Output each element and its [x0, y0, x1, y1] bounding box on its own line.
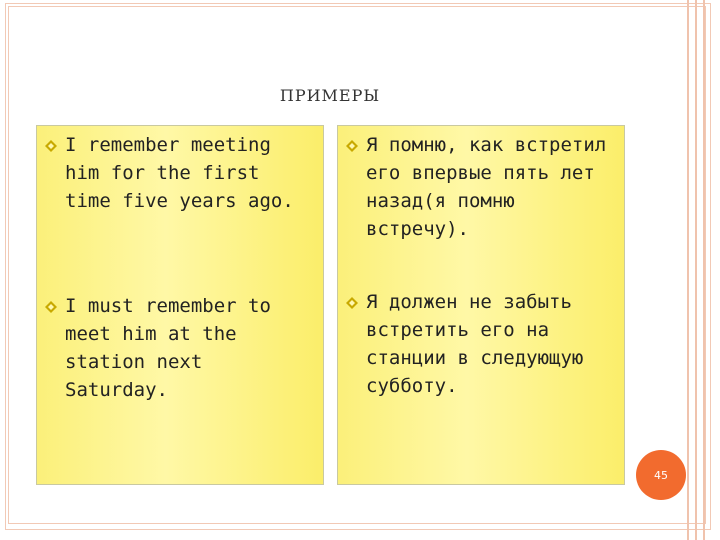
example-ru-2: Я должен не забыть встретить его на станции в следующую субботу. — [366, 291, 584, 397]
example-en-2: I must remember to meet him at the station next Saturday. — [65, 295, 271, 401]
list-item — [346, 131, 616, 243]
decorative-right-band — [685, 0, 720, 540]
example-ru-1: Я помню, как встретил его впервые пять лет назад(я помню встречу). — [366, 134, 607, 240]
list-item — [45, 131, 315, 215]
english-examples-panel — [36, 125, 324, 485]
diamond-bullet-icon — [346, 140, 358, 152]
list-item — [45, 292, 315, 404]
page-number-badge: 45 — [636, 450, 686, 500]
slide-title: ПРИМЕРЫ — [279, 86, 381, 105]
list-item — [346, 288, 616, 400]
diamond-bullet-icon — [346, 297, 358, 309]
russian-examples-panel — [337, 125, 625, 485]
diamond-bullet-icon — [45, 301, 57, 313]
example-en-1: I remember meeting him for the first time five years ago. — [65, 134, 294, 212]
diamond-bullet-icon — [45, 140, 57, 152]
